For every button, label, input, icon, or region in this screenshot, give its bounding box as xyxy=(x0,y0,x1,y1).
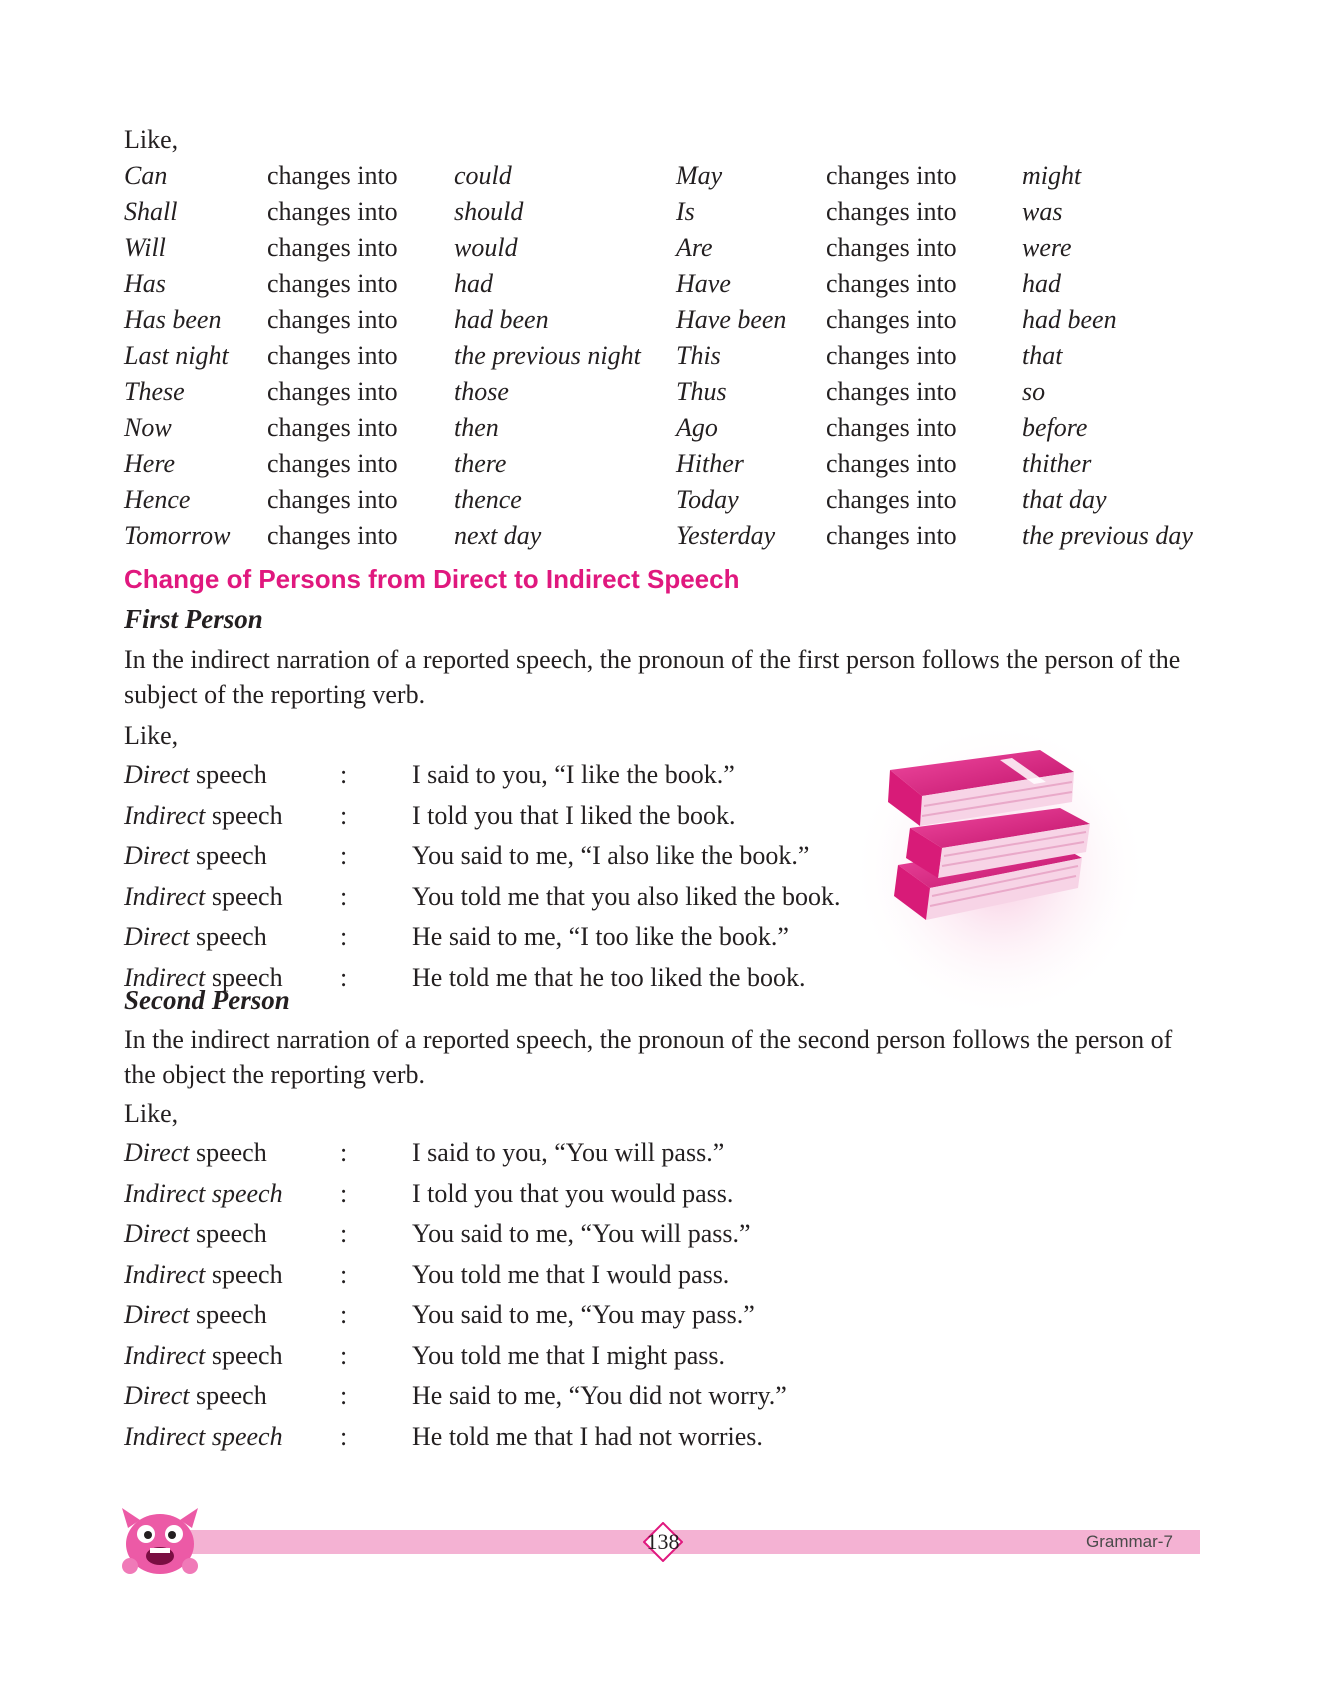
direct-word-2: May xyxy=(676,161,723,190)
direct-word: Shall xyxy=(124,197,178,226)
example-row xyxy=(124,917,924,958)
first-person-like: Like, xyxy=(124,721,179,750)
second-person-examples xyxy=(124,1133,924,1457)
speech-label xyxy=(124,755,267,795)
speech-word: speech xyxy=(195,760,267,789)
colon: : xyxy=(340,760,348,789)
conversion-row xyxy=(124,230,1224,266)
indirect-word-2: had xyxy=(1022,269,1061,298)
indirect-word-2: had been xyxy=(1022,305,1117,334)
first-person-examples xyxy=(124,755,924,998)
changes-into-2: changes into xyxy=(826,341,957,370)
direct-word: Now xyxy=(124,413,172,442)
indirect-word: had xyxy=(454,269,493,298)
changes-into-2: changes into xyxy=(826,269,957,298)
speech-label xyxy=(124,1417,283,1457)
conversion-row xyxy=(124,410,1224,446)
direct-word-2: Have been xyxy=(676,305,787,334)
speech-label xyxy=(124,917,267,957)
speech-label xyxy=(124,1133,267,1173)
changes-into: changes into xyxy=(267,521,398,550)
indirect-word-2: so xyxy=(1022,377,1046,406)
speech-kind: Indirect xyxy=(124,800,206,830)
speech-word: speech xyxy=(211,1340,283,1370)
speech-word: speech xyxy=(211,881,283,911)
changes-into-2: changes into xyxy=(826,233,957,262)
changes-into: changes into xyxy=(267,449,398,478)
direct-word-2: Have xyxy=(676,269,731,298)
example-sentence: I said to you, “You will pass.” xyxy=(412,1138,725,1167)
direct-word-2: Is xyxy=(676,197,695,226)
changes-into-2: changes into xyxy=(826,413,957,442)
example-sentence: He said to me, “You did not worry.” xyxy=(412,1381,787,1410)
first-person-title: First Person xyxy=(124,604,263,634)
speech-label xyxy=(124,1336,283,1376)
changes-into: changes into xyxy=(267,377,398,406)
colon: : xyxy=(340,841,348,870)
speech-label xyxy=(124,1255,283,1295)
conversion-row xyxy=(124,266,1224,302)
changes-into-2: changes into xyxy=(826,485,957,514)
speech-label xyxy=(124,1295,267,1335)
indirect-word: should xyxy=(454,197,524,226)
second-person-paragraph: In the indirect narration of a reported speech, the pronoun of the second person follows the person of the object the reporting verb. xyxy=(124,1025,1173,1089)
indirect-word-2: were xyxy=(1022,233,1072,262)
direct-word: Will xyxy=(124,233,166,262)
changes-into-2: changes into xyxy=(826,305,957,334)
speech-kind: Indirect xyxy=(124,1259,206,1289)
indirect-word: could xyxy=(454,161,512,190)
example-row xyxy=(124,1417,924,1458)
colon: : xyxy=(340,1219,348,1248)
example-sentence: I told you that you would pass. xyxy=(412,1178,734,1208)
example-sentence: I said to you, “I like the book.” xyxy=(412,760,735,789)
direct-word: Has xyxy=(124,269,166,298)
indirect-word: would xyxy=(454,233,518,262)
book-title: Grammar-7 xyxy=(1086,1532,1173,1551)
changes-into-2: changes into xyxy=(826,377,957,406)
changes-into: changes into xyxy=(267,269,398,298)
example-row xyxy=(124,1336,924,1377)
direct-word-2: Ago xyxy=(676,413,718,442)
example-sentence: You told me that you also liked the book. xyxy=(412,881,841,911)
direct-word-2: This xyxy=(676,341,721,370)
example-row xyxy=(124,1214,924,1255)
colon: : xyxy=(340,962,348,992)
speech-word: speech xyxy=(211,800,283,830)
speech-kind: Indirect speech xyxy=(124,1178,283,1208)
direct-word: These xyxy=(124,377,185,406)
example-sentence: You told me that I might pass. xyxy=(412,1340,725,1370)
direct-word-2: Yesterday xyxy=(676,521,776,550)
speech-label xyxy=(124,836,267,876)
colon: : xyxy=(340,1421,348,1451)
direct-word: Last night xyxy=(124,341,229,370)
example-sentence: He told me that I had not worries. xyxy=(412,1421,763,1451)
changes-into: changes into xyxy=(267,485,398,514)
direct-word: Hence xyxy=(124,485,191,514)
colon: : xyxy=(340,1300,348,1329)
example-row xyxy=(124,755,924,796)
speech-word: speech xyxy=(211,1259,283,1289)
indirect-word: had been xyxy=(454,305,549,334)
indirect-word-2: that xyxy=(1022,341,1063,370)
example-row xyxy=(124,1295,924,1336)
colon: : xyxy=(340,1259,348,1289)
speech-kind: Direct xyxy=(124,922,190,951)
indirect-word: next day xyxy=(454,521,542,550)
monster-mascot-icon xyxy=(118,1500,202,1578)
speech-label xyxy=(124,1214,267,1254)
changes-into: changes into xyxy=(267,341,398,370)
colon: : xyxy=(340,1381,348,1410)
direct-word-2: Are xyxy=(676,233,713,262)
first-person-paragraph: In the indirect narration of a reported speech, the pronoun of the first person follows the person of the subject of the reporting verb. xyxy=(124,645,1181,709)
page-number: 138 xyxy=(646,1529,680,1554)
speech-kind: Direct xyxy=(124,841,190,870)
colon: : xyxy=(340,922,348,951)
footer-bar xyxy=(190,1530,1200,1554)
indirect-word-2: before xyxy=(1022,413,1088,442)
indirect-word-2: thither xyxy=(1022,449,1092,478)
speech-word: speech xyxy=(211,962,283,992)
direct-word: Tomorrow xyxy=(124,521,231,550)
example-row xyxy=(124,1376,924,1417)
indirect-word: the previous night xyxy=(454,341,641,370)
direct-word: Has been xyxy=(124,305,222,334)
conversion-row xyxy=(124,158,1224,194)
direct-word-2: Thus xyxy=(676,377,727,406)
changes-into-2: changes into xyxy=(826,197,957,226)
conversion-row xyxy=(124,338,1224,374)
example-row xyxy=(124,836,924,877)
changes-into: changes into xyxy=(267,161,398,190)
direct-word-2: Hither xyxy=(676,449,744,478)
conversion-table xyxy=(124,158,1224,554)
colon: : xyxy=(340,1340,348,1370)
speech-word: speech xyxy=(195,1381,267,1410)
example-sentence: You told me that I would pass. xyxy=(412,1259,730,1289)
conversion-row xyxy=(124,302,1224,338)
speech-kind: Indirect xyxy=(124,1340,206,1370)
colon: : xyxy=(340,800,348,830)
conversion-row xyxy=(124,518,1224,554)
conversion-row xyxy=(124,194,1224,230)
indirect-word-2: the previous day xyxy=(1022,521,1193,550)
direct-word: Can xyxy=(124,161,168,190)
speech-word: speech xyxy=(195,1219,267,1248)
colon: : xyxy=(340,1178,348,1208)
example-row xyxy=(124,1255,924,1296)
example-sentence: I told you that I liked the book. xyxy=(412,800,736,830)
conversion-row xyxy=(124,374,1224,410)
example-row xyxy=(124,1133,924,1174)
example-sentence: He told me that he too liked the book. xyxy=(412,962,806,992)
intro-like: Like, xyxy=(124,125,179,154)
changes-into-2: changes into xyxy=(826,521,957,550)
books-illustration xyxy=(850,720,1150,1020)
changes-into: changes into xyxy=(267,305,398,334)
changes-into: changes into xyxy=(267,413,398,442)
indirect-word: there xyxy=(454,449,507,478)
conversion-row xyxy=(124,446,1224,482)
indirect-word: thence xyxy=(454,485,522,514)
speech-word: speech xyxy=(195,1300,267,1329)
changes-into: changes into xyxy=(267,233,398,262)
second-person-title: Second Person xyxy=(124,985,290,1015)
colon: : xyxy=(340,1138,348,1167)
changes-into-2: changes into xyxy=(826,161,957,190)
speech-kind: Direct xyxy=(124,1300,190,1329)
speech-word: speech xyxy=(195,841,267,870)
colon: : xyxy=(340,881,348,911)
example-row xyxy=(124,796,924,837)
example-sentence: You said to me, “You will pass.” xyxy=(412,1219,751,1248)
direct-word: Here xyxy=(124,449,176,478)
speech-kind: Indirect xyxy=(124,881,206,911)
changes-into-2: changes into xyxy=(826,449,957,478)
speech-label xyxy=(124,796,283,836)
speech-label xyxy=(124,877,283,917)
speech-kind: Indirect xyxy=(124,962,206,992)
second-person-like: Like, xyxy=(124,1099,179,1128)
indirect-word-2: that day xyxy=(1022,485,1107,514)
conversion-row xyxy=(124,482,1224,518)
speech-kind: Direct xyxy=(124,1381,190,1410)
indirect-word-2: was xyxy=(1022,197,1063,226)
speech-word: speech xyxy=(195,1138,267,1167)
example-sentence: You said to me, “You may pass.” xyxy=(412,1300,755,1329)
indirect-word-2: might xyxy=(1022,161,1082,190)
direct-word-2: Today xyxy=(676,485,739,514)
section-heading: Change of Persons from Direct to Indirect Speech xyxy=(124,564,740,594)
example-row xyxy=(124,877,924,918)
indirect-word: those xyxy=(454,377,509,406)
example-sentence: He said to me, “I too like the book.” xyxy=(412,922,789,951)
changes-into: changes into xyxy=(267,197,398,226)
speech-kind: Direct xyxy=(124,760,190,789)
speech-label xyxy=(124,1174,283,1214)
speech-kind: Direct xyxy=(124,1138,190,1167)
speech-kind: Direct xyxy=(124,1219,190,1248)
indirect-word: then xyxy=(454,413,499,442)
speech-kind: Indirect speech xyxy=(124,1421,283,1451)
example-row xyxy=(124,1174,924,1215)
example-sentence: You said to me, “I also like the book.” xyxy=(412,841,810,870)
speech-word: speech xyxy=(195,922,267,951)
speech-label xyxy=(124,1376,267,1416)
